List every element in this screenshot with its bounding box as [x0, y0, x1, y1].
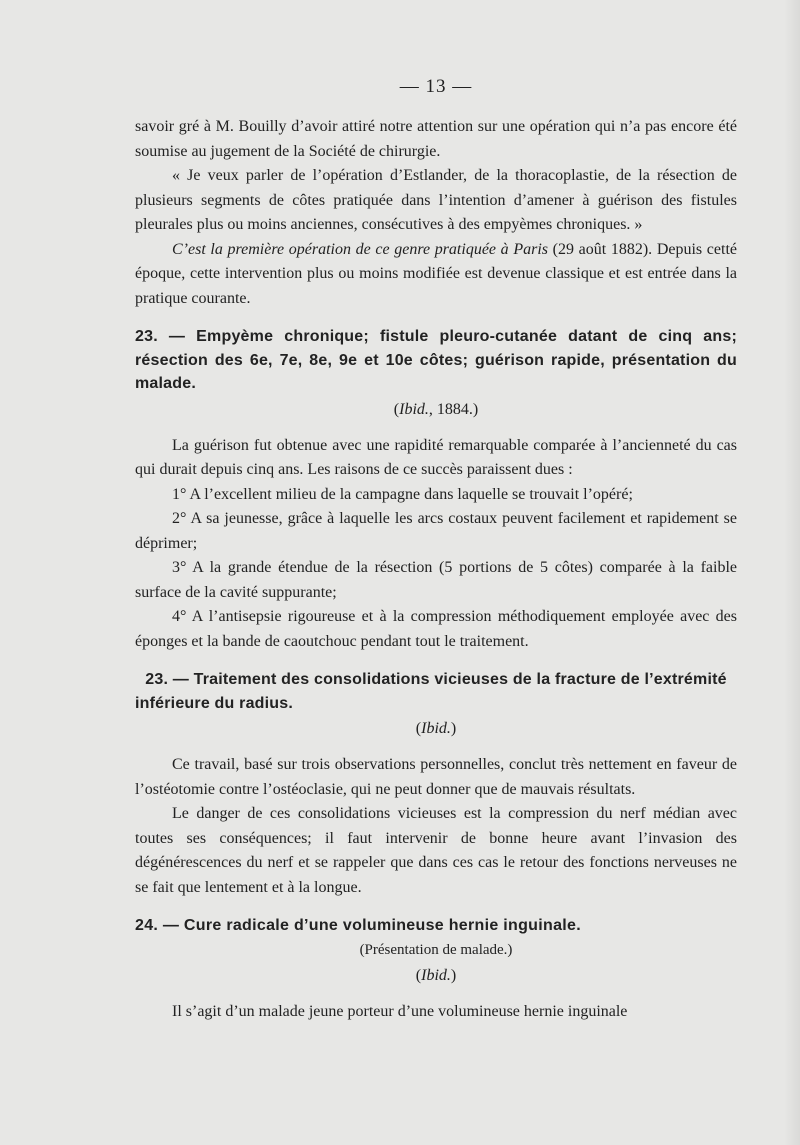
paragraph-3-italic: C’est la première opération de ce genre pratiquée à Paris [172, 240, 549, 258]
section3-paragraph-1: Il s’agit d’un malade jeune porteur d’une volumineuse hernie inguinale [172, 1002, 628, 1020]
ref-ibid: Ibid. [399, 400, 429, 418]
section1-list-item-4: 4° A l’antisepsie rigoureuse et à la compression méthodiquement employée avec des éponges et la bande de caoutchouc pendant tout le traitement. [135, 608, 737, 650]
ref2-open-paren: ( [415, 720, 422, 737]
reference-ibid-2 [135, 717, 737, 741]
section-title-hernie: 24. — Cure radicale d’une volumineuse hernie inguinale. [135, 917, 581, 934]
section-title-empyeme: 23. — Empyème chronique; fistule pleuro-cutanée datant de cinq ans; résection des 6e, 7e, 8e, 9e et 10e côtes; guérison rapide, présentation du malade. [135, 328, 737, 392]
section2-paragraph-2: Le danger de ces consolidations vicieuses est la compression du nerf médian avec toutes ses conséquences; il faut intervenir de bonne heure avant l’invasion des dégénérescences du nerf et se rappeler que dans ces cas le retour des fonctions nerveuses ne se fait que lentement et à la longue. [135, 805, 737, 896]
ref2-close-paren: ) [450, 720, 457, 737]
page-number: — 13 — [399, 76, 473, 97]
ref-year: , 1884.) [428, 400, 479, 418]
ref3-close-paren: ) [450, 966, 457, 984]
scan-edge-shadow [784, 0, 800, 1145]
ref-open-paren: ( [393, 400, 400, 418]
section3-subtitle: (Présentation de malade.) [359, 941, 513, 958]
paragraph-3 [135, 238, 737, 312]
paragraph-1: savoir gré à M. Bouilly d’avoir attiré notre attention sur une opération qui n’a pas encore été soumise au jugement de la Société de chirurgie. [135, 118, 737, 160]
section1-list-item-2: 2° A sa jeunesse, grâce à laquelle les arcs costaux peuvent facilement et rapidement se déprimer; [135, 510, 737, 552]
ref2-ibid: Ibid. [421, 720, 451, 737]
section1-list-item-1: 1° A l’excellent milieu de la campagne dans laquelle se trouvait l’opéré; [172, 485, 633, 503]
paragraph-3-rest: (29 août 1882). Depuis cetté époque, cette intervention plus ou moins modifiée est devenue classique et est entrée dans la pratique courante. [135, 240, 738, 307]
section1-list-item-3: 3° A la grande étendue de la résection (5 portions de 5 côtes) comparée à la faible surface de la cavité suppurante; [135, 559, 737, 601]
document-page [135, 76, 737, 1136]
paragraph-2: « Je veux parler de l’opération d’Estlander, de la thoracoplastie, de la résection de plusieurs segments de côtes pratiquée dans l’intention d’amener à guérison des fistules pleurales plus ou moins anciennes, consécutives à des empyèmes chroniques. » [135, 167, 737, 233]
section-title-radius: 23. — Traitement des consolidations vicieuses de la fracture de l’extrémité inférieure du radius. [135, 671, 727, 712]
section2-paragraph-1: Ce travail, basé sur trois observations personnelles, conclut très nettement en faveur de l’ostéotomie contre l’ostéoclasie, qui ne peut donner que de mauvais résultats. [135, 756, 737, 798]
ref3-ibid: Ibid. [421, 966, 451, 984]
reference-ibid-1884 [135, 398, 737, 422]
reference-ibid-3 [135, 964, 737, 988]
section1-paragraph-1: La guérison fut obtenue avec une rapidité remarquable comparée à l’ancienneté du cas qui durait depuis cinq ans. Les raisons de ce succès paraissent dues : [135, 436, 737, 478]
ref3-open-paren: ( [415, 966, 422, 984]
